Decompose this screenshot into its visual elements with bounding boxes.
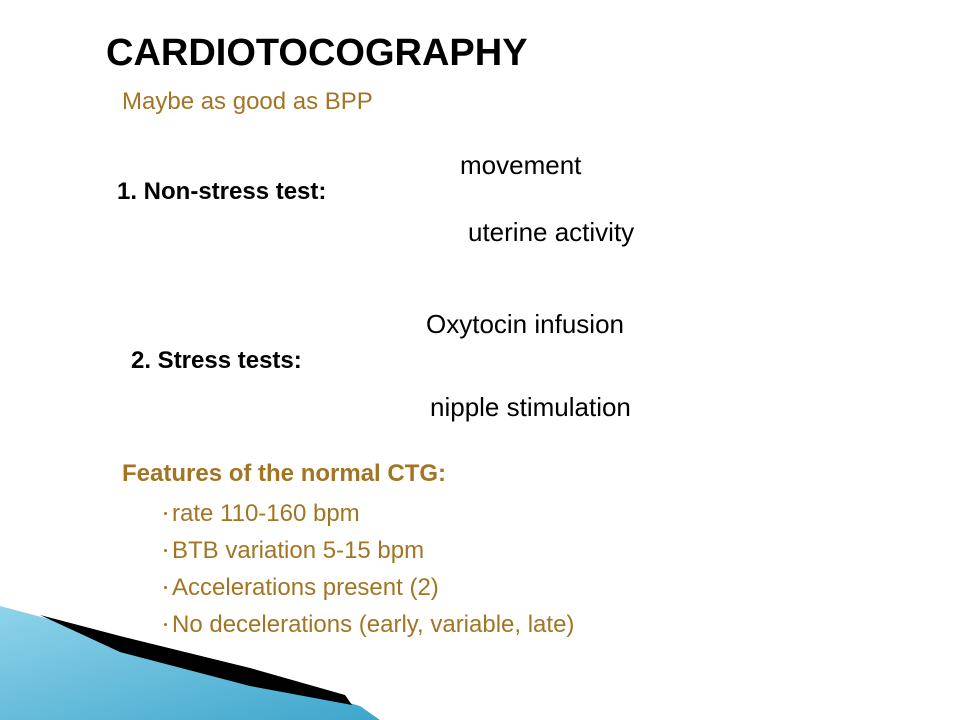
stress-tests-label: 2. Stress tests: xyxy=(131,347,302,374)
non-stress-item-uterine-activity: uterine activity xyxy=(468,217,635,247)
stress-item-oxytocin: Oxytocin infusion xyxy=(426,309,624,339)
list-item: rate 110-160 bpm xyxy=(164,498,574,535)
bullet-dot-icon xyxy=(164,512,167,515)
features-heading: Features of the normal CTG: xyxy=(122,460,447,487)
list-item: Accelerations present (2) xyxy=(164,572,574,609)
stress-item-nipple: nipple stimulation xyxy=(430,392,631,422)
slide-subtitle: Maybe as good as BPP xyxy=(122,88,373,115)
list-item: No decelerations (early, variable, late) xyxy=(164,609,574,646)
non-stress-item-movement: movement xyxy=(460,150,582,180)
features-list xyxy=(164,498,574,646)
bullet-dot-icon xyxy=(164,586,167,589)
bullet-dot-icon xyxy=(164,549,167,552)
slide-title: CARDIOTOCOGRAPHY xyxy=(106,32,528,74)
list-item: BTB variation 5-15 bpm xyxy=(164,535,574,572)
non-stress-test-label: 1. Non-stress test: xyxy=(117,178,327,205)
bullet-dot-icon xyxy=(164,623,167,626)
